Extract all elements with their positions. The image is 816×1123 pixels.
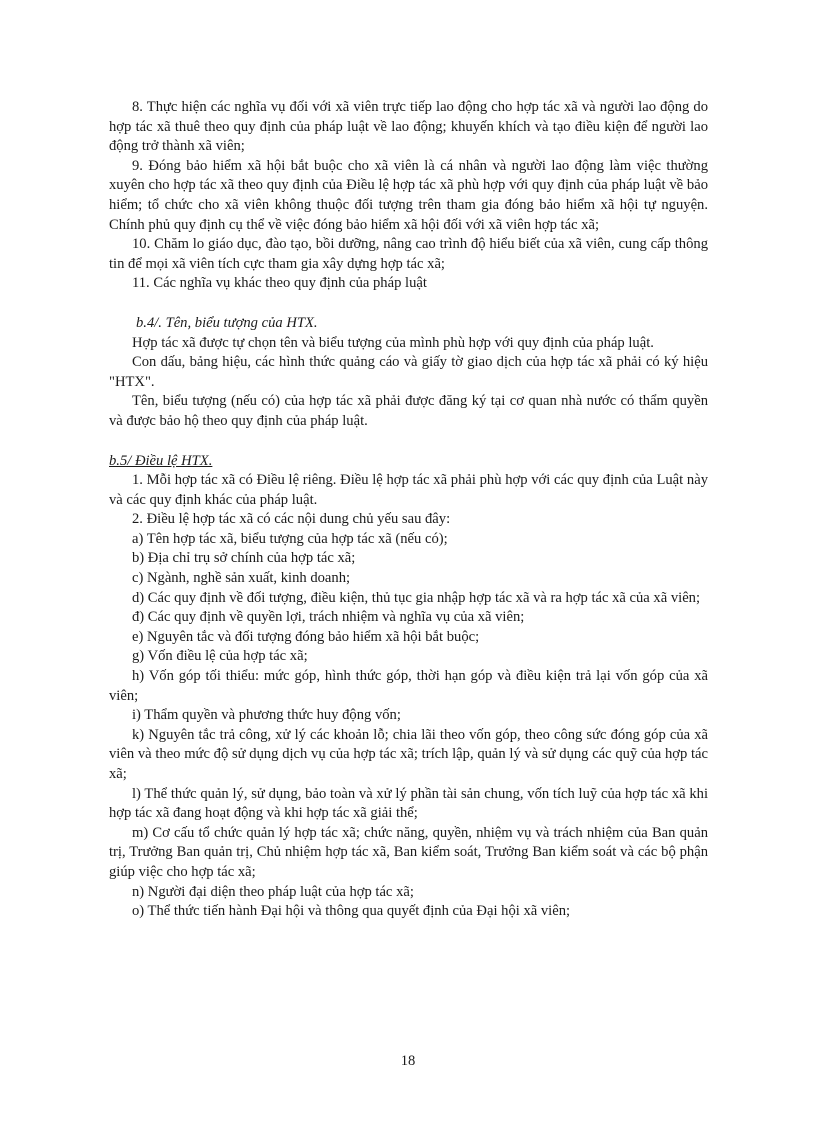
charter-list-item: k) Nguyên tắc trả công, xử lý các khoản lỗ; chia lãi theo vốn góp, theo công sức đóng góp của xã viên và theo mức độ sử dụng dịch vụ của hợp tác xã; trích lập, quản lý và sử dụng các quỹ của hợp tác xã; xyxy=(109,726,708,782)
charter-list-item: l) Thể thức quản lý, sử dụng, bảo toàn và xử lý phần tài sản chung, vốn tích luỹ của hợp tác xã khi hợp tác xã đang hoạt động và khi hợp tác xã giải thể; xyxy=(109,785,708,822)
section-heading-name-logo: b.4/. Tên, biểu tượng của HTX. xyxy=(136,314,318,331)
charter-list-item: a) Tên hợp tác xã, biểu tượng của hợp tác xã (nếu có); xyxy=(132,530,448,547)
obligation-item-9: 9. Đóng bảo hiểm xã hội bắt buộc cho xã viên là cá nhân và người lao động làm việc thường xuyên cho hợp tác xã theo quy định của Điều lệ hợp tác xã phù hợp với quy định của pháp luật về bảo hiểm; tổ chức cho xã viên không thuộc đối tượng trên tham gia đóng bảo hiểm xã hội tự nguyện. Chính phủ quy định cụ thể về việc đóng bảo hiểm xã hội đối với xã viên hợp tác xã; xyxy=(109,157,708,233)
section-heading-charter xyxy=(109,452,708,472)
name-logo-paragraph: Tên, biểu tượng (nếu có) của hợp tác xã phải được đăng ký tại cơ quan nhà nước có thẩm quyền và được bảo hộ theo quy định của pháp luật. xyxy=(109,393,708,429)
charter-section xyxy=(109,452,708,922)
document-page xyxy=(109,98,708,922)
charter-list-item: b) Địa chỉ trụ sở chính của hợp tác xã; xyxy=(132,550,356,567)
section-heading-charter-text: b.5/ Điều lệ HTX. xyxy=(109,452,213,469)
obligation-item-10: 10. Chăm lo giáo dục, đào tạo, bồi dưỡng, nâng cao trình độ hiểu biết của xã viên, cung cấp thông tin để mọi xã viên tích cực tham gia xây dựng hợp tác xã; xyxy=(109,236,708,272)
obligations-list xyxy=(109,98,708,294)
name-logo-paragraph: Hợp tác xã được tự chọn tên và biểu tượng của mình phù hợp với quy định của pháp luật. xyxy=(132,334,654,351)
charter-list-item: m) Cơ cấu tổ chức quản lý hợp tác xã; chức năng, quyền, nhiệm vụ và trách nhiệm của Ban quản trị, Trưởng Ban quản trị, Chủ nhiệm hợp tác xã, Ban kiểm soát, Trưởng Ban kiểm soát và các bộ phận giúp việc cho hợp tác xã; xyxy=(109,824,708,880)
charter-paragraph: 1. Mỗi hợp tác xã có Điều lệ riêng. Điều lệ hợp tác xã phải phù hợp với các quy định của Luật này và các quy định khác của pháp luật. xyxy=(109,472,708,508)
charter-list-item: h) Vốn góp tối thiểu: mức góp, hình thức góp, thời hạn góp và điều kiện trả lại vốn góp của xã viên; xyxy=(109,668,708,704)
charter-list-item: d) Các quy định về đối tượng, điều kiện, thủ tục gia nhập hợp tác xã và ra hợp tác xã của xã viên; xyxy=(132,589,701,606)
name-logo-section xyxy=(109,314,708,432)
charter-list-item: o) Thể thức tiến hành Đại hội và thông qua quyết định của Đại hội xã viên; xyxy=(132,903,571,920)
name-logo-paragraph: Con dấu, bảng hiệu, các hình thức quảng cáo và giấy tờ giao dịch của hợp tác xã phải có ký hiệu "HTX". xyxy=(109,354,708,390)
obligation-item-8: 8. Thực hiện các nghĩa vụ đối với xã viên trực tiếp lao động cho hợp tác xã và người lao động do hợp tác xã thuê theo quy định của pháp luật về lao động; khuyến khích và tạo điều kiện để người lao động trở thành xã viên; xyxy=(109,99,708,155)
section-gap xyxy=(109,432,708,452)
charter-list-item: g) Vốn điều lệ của hợp tác xã; xyxy=(132,648,308,665)
charter-paragraph: 2. Điều lệ hợp tác xã có các nội dung chủ yếu sau đây: xyxy=(132,511,451,528)
section-gap xyxy=(109,294,708,314)
page-number: 18 xyxy=(400,1053,416,1069)
charter-list-item: n) Người đại diện theo pháp luật của hợp tác xã; xyxy=(132,883,414,900)
charter-list-item: i) Thẩm quyền và phương thức huy động vốn; xyxy=(132,707,401,724)
charter-list-item: c) Ngành, nghề sản xuất, kinh doanh; xyxy=(132,570,351,587)
obligation-item-11: 11. Các nghĩa vụ khác theo quy định của pháp luật xyxy=(132,275,427,292)
charter-list-item: đ) Các quy định về quyền lợi, trách nhiệm và nghĩa vụ của xã viên; xyxy=(132,609,525,626)
charter-list-item: e) Nguyên tắc và đối tượng đóng bảo hiểm xã hội bắt buộc; xyxy=(132,628,480,645)
